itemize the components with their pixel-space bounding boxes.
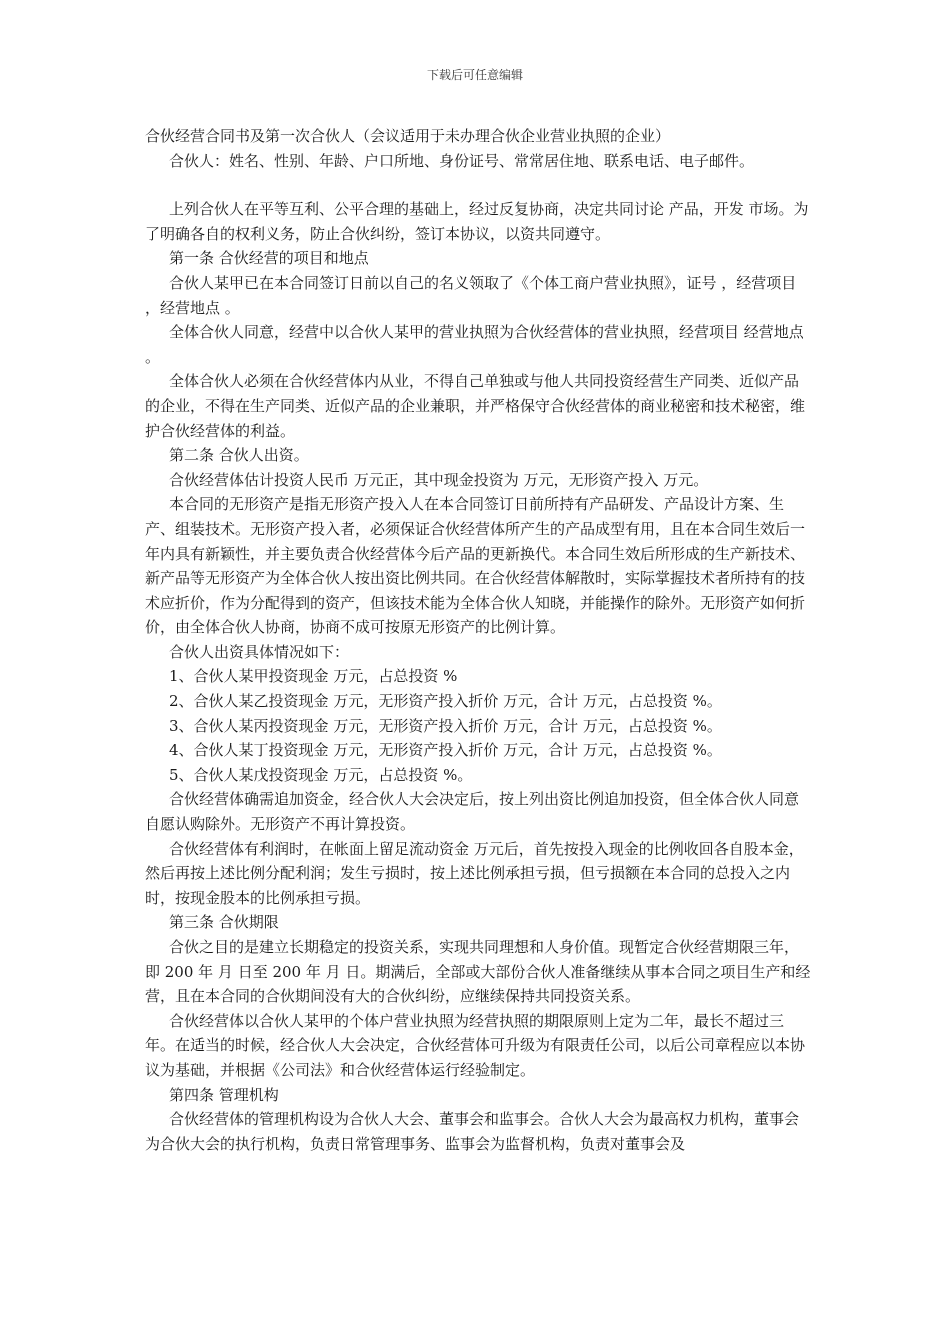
paragraph: 全体合伙人同意，经营中以合伙人某甲的营业执照为合伙经营体的营业执照，经营项目 经营地点 。 — [145, 323, 804, 366]
list-item: 2、合伙人某乙投资现金 万元，无形资产投入折价 万元，合计 万元，占总投资 %。 — [169, 692, 722, 711]
partners-line: 合伙人：姓名、性别、年龄、户口所地、身份证号、常常居住地、联系电话、电子邮件。 — [169, 151, 755, 170]
section-heading-3: 第三条 合伙期限 — [169, 913, 279, 932]
paragraph: 合伙经营体的管理机构设为合伙人大会、董事会和监事会。合伙人大会为最高权力机构，董事会为合伙大会的执行机构，负责日常管理事务、监事会为监督机构，负责对董事会及 — [145, 1110, 800, 1153]
paragraph: 合伙经营体确需追加资金，经合伙人大会决定后，按上列出资比例追加投资，但全体合伙人同意自愿认购除外。无形资产不再计算投资。 — [145, 790, 800, 834]
section-heading-2: 第二条 合伙人出资。 — [169, 446, 309, 465]
paragraph: 上列合伙人在平等互利、公平合理的基础上，经过反复协商，决定共同讨论 产品，开发 市场。为了明确各自的权利义务，防止合伙纠纷，签订本协议，以资共同遵守。 — [145, 200, 809, 243]
blank-line — [145, 173, 813, 197]
section-heading-1: 第一条 合伙经营的项目和地点 — [169, 249, 369, 268]
list-item: 4、合伙人某丁投资现金 万元，无形资产投入折价 万元，合计 万元，占总投资 %。 — [169, 741, 722, 760]
page-header: 下载后可任意编辑 — [426, 68, 523, 82]
paragraph: 合伙人某甲已在本合同签订日前以自己的名义领取了《个体工商户营业执照》，证号 ，经营项目 ，经营地点 。 — [145, 273, 797, 317]
section-heading-4: 第四条 管理机构 — [169, 1085, 279, 1104]
paragraph: 本合同的无形资产是指无形资产投入人在本合同签订日前所持有产品研发、产品设计方案、生产、组装技术。无形资产投入者，必须保证合伙经营体所产生的产品成型有用，且在本合同生效后一年内具有新颖性，并主要负责合伙经营体今后产品的更新换代。本合同生效后所形成的生产新技术、新产品等无形资产为全体合伙人按出资比例共同。在合伙经营体解散时，实际掌握技术者所持有的技术应折价，作为分配得到的资产，但该技术能为全体合伙人知晓，并能操作的除外。无形资产如何折价，由全体合伙人协商，协商不成可按原无形资产的比例计算。 — [145, 495, 806, 637]
list-item: 3、合伙人某丙投资现金 万元，无形资产投入折价 万元，合计 万元，占总投资 %。 — [169, 716, 722, 735]
document-body — [145, 124, 813, 1156]
list-item: 1、合伙人某甲投资现金 万元，占总投资 % — [169, 667, 458, 686]
paragraph: 合伙人出资具体情况如下： — [169, 642, 350, 661]
document-title: 合伙经营合同书及第一次合伙人（会议适用于未办理合伙企业营业执照的企业） — [145, 127, 671, 145]
paragraph: 合伙经营体有利润时，在帐面上留足流动资金 万元后，首先按投入现金的比例收回各自股本金，然后再按上述比例分配利润；发生亏损时，按上述比例承担亏损，但亏损额在本合同的总投入之内时，按现金股本的比例承担亏损。 — [145, 839, 804, 907]
paragraph: 合伙经营体估计投资人民币 万元正，其中现金投资为 万元，无形资产投入 万元。 — [169, 470, 709, 489]
paragraph: 全体合伙人必须在合伙经营体内从业，不得自己单独或与他人共同投资经营生产同类、近似产品的企业，不得在生产同类、近似产品的企业兼职，并严格保守合伙经营体的商业秘密和技术秘密，维护合伙经营体的利益。 — [145, 372, 806, 440]
paragraph: 合伙经营体以合伙人某甲的个体户营业执照为经营执照的期限原则上定为二年，最长不超过三年。在适当的时候，经合伙人大会决定，合伙经营体可升级为有限责任公司，以后公司章程应以本协议为基础，并根据《公司法》和合伙经营体运行经验制定。 — [145, 1011, 806, 1079]
paragraph: 合伙之目的是建立长期稳定的投资关系，实现共同理想和人身价值。现暂定合伙经营期限三年，即 200 年 月 日至 200 年 月 日。期满后，全部或大部份合伙人准备继续从事本合同之项目生产和经营，且在本合同的合伙期间没有大的合伙纠纷，应继续保持共同投资关系。 — [145, 938, 811, 1006]
list-item: 5、合伙人某戊投资现金 万元，占总投资 %。 — [169, 765, 473, 784]
